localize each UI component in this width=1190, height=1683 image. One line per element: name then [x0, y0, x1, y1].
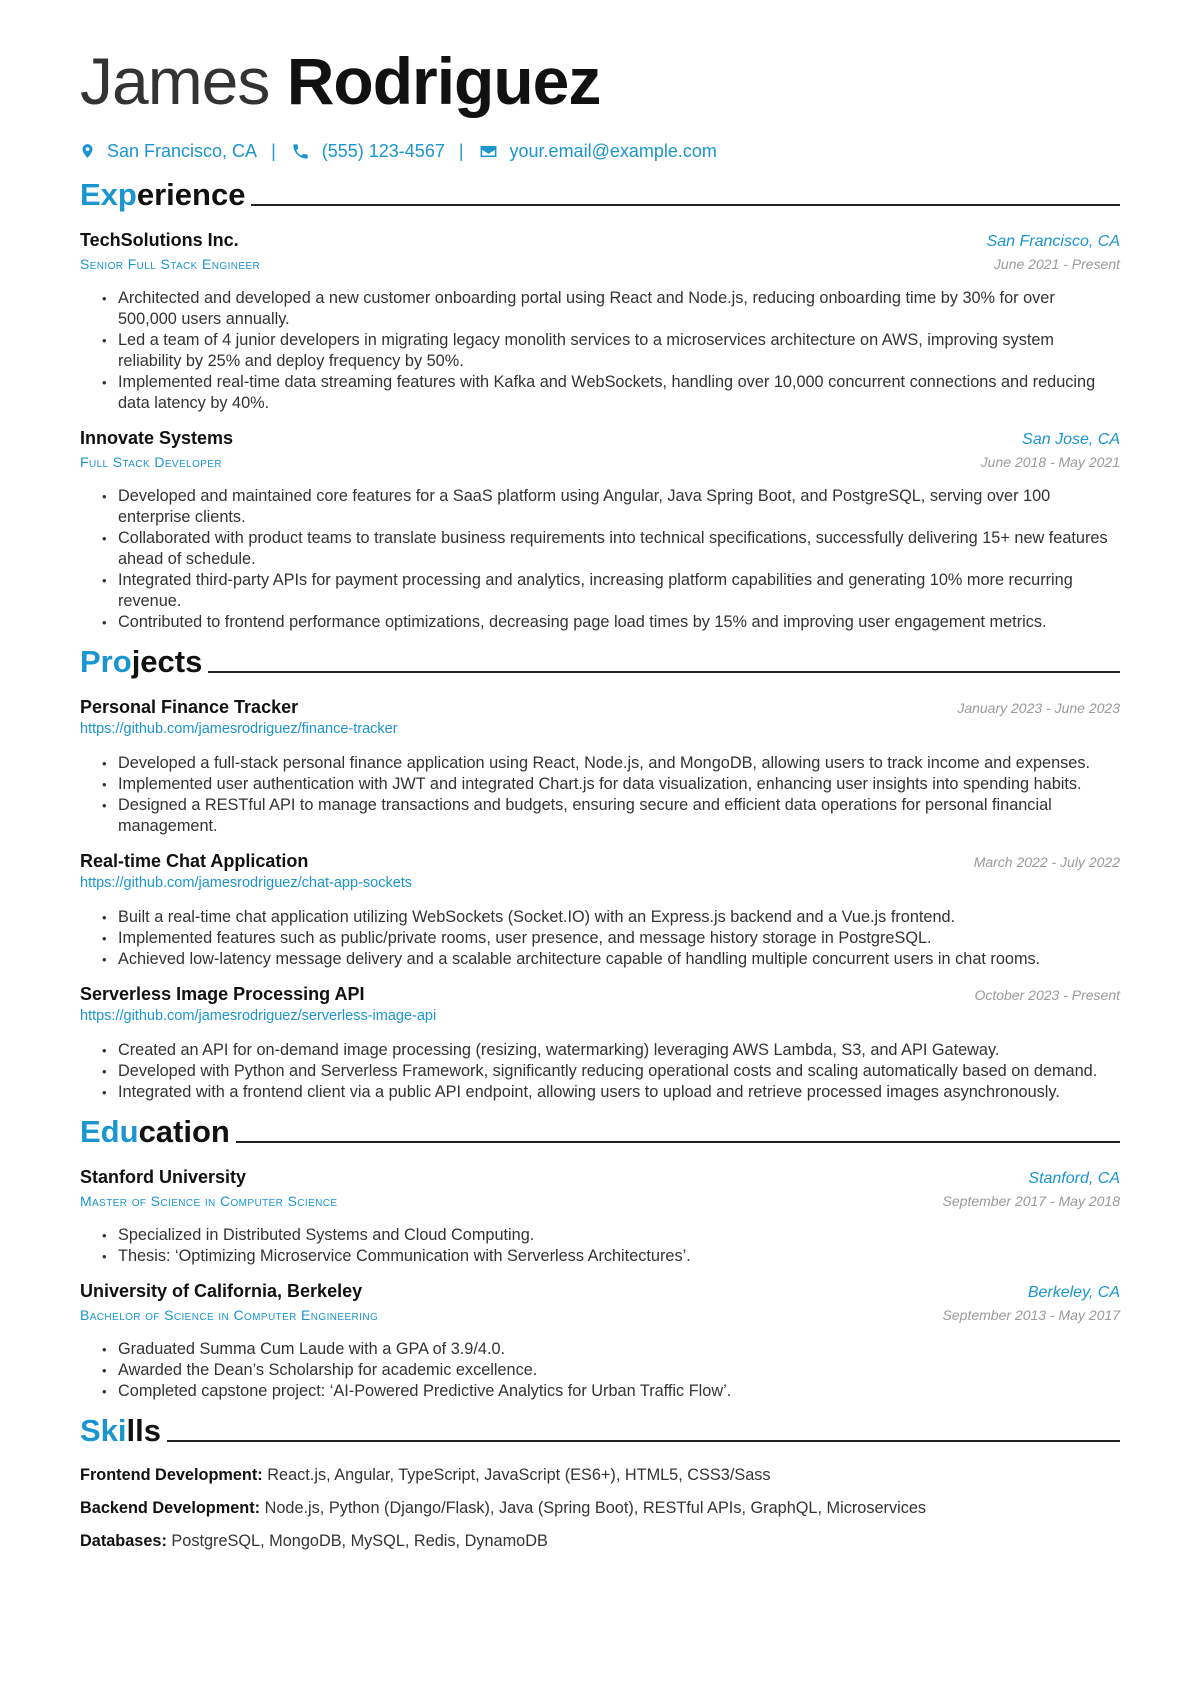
skills-section-header	[80, 1408, 1120, 1450]
skill-value: React.js, Angular, TypeScript, JavaScript (ES6+), HTML5, CSS3/Sass	[267, 1466, 771, 1484]
section-title: Experience	[80, 177, 246, 212]
project-link[interactable]: https://github.com/jamesrodriguez/serverless-image-api	[80, 1008, 437, 1024]
project-link[interactable]: https://github.com/jamesrodriguez/chat-app-sockets	[80, 875, 413, 891]
job-dates: June 2018 - May 2021	[980, 454, 1120, 470]
job-location: San Jose, CA	[1022, 431, 1120, 448]
bullet-item: • Designed a RESTful API to manage transactions and budgets, ensuring secure and efficient data operations for personal financial management.	[102, 795, 1118, 837]
job-role: Full Stack Developer	[80, 454, 222, 470]
bullet-list	[80, 1225, 1120, 1267]
bullet-item: • Collaborated with product teams to translate business requirements into technical specifications, successfully delivering 15+ new features ahead of schedule.	[102, 528, 1118, 570]
section-title: Education	[80, 1114, 230, 1149]
contact-separator: |	[271, 140, 276, 161]
contact-phone[interactable]	[291, 141, 445, 162]
map-pin-icon	[80, 141, 95, 161]
job-location: San Francisco, CA	[986, 233, 1120, 250]
school-name: University of California, Berkeley	[80, 1281, 363, 1301]
skill-value: PostgreSQL, MongoDB, MySQL, Redis, DynamoDB	[171, 1532, 548, 1550]
company-name: Innovate Systems	[80, 428, 234, 448]
bullet-list	[80, 1040, 1120, 1103]
first-name: James	[80, 44, 270, 118]
project-entry	[80, 849, 1120, 970]
contact-line	[80, 138, 1120, 164]
bullet-item: • Architected and developed a new customer onboarding portal using React and Node.js, reducing onboarding time by 30% for over 500,000 users annually.	[102, 288, 1118, 330]
degree-name: Master of Science in Computer Science	[80, 1193, 338, 1209]
bullet-item: • Graduated Summa Cum Laude with a GPA of 3.9/4.0.	[102, 1339, 1118, 1360]
experience-entry	[80, 228, 1120, 414]
bullet-item: • Developed a full-stack personal finance application using React, Node.js, and MongoDB, allowing users to track income and expenses.	[102, 753, 1118, 774]
bullet-item: • Developed and maintained core features for a SaaS platform using Angular, Java Spring Boot, and PostgreSQL, serving over 100 enterprise clients.	[102, 486, 1118, 528]
education-entry	[80, 1165, 1120, 1267]
bullet-list	[80, 1339, 1120, 1402]
project-link[interactable]: https://github.com/jamesrodriguez/finance-tracker	[80, 721, 398, 737]
company-name: TechSolutions Inc.	[80, 230, 239, 250]
contact-location	[80, 141, 257, 162]
email-text: your.email@example.com	[509, 140, 717, 161]
envelope-icon	[479, 142, 498, 161]
bullet-item: • Thesis: ‘Optimizing Microservice Communication with Serverless Architectures’.	[102, 1246, 1118, 1267]
bullet-item: • Led a team of 4 junior developers in migrating legacy monolith services to a microservices architecture on AWS, improving system reliability by 25% and deploy frequency by 50%.	[102, 330, 1118, 372]
bullet-item: • Integrated with a frontend client via a public API endpoint, allowing users to upload and retrieve processed images asynchronously.	[102, 1082, 1118, 1103]
section-rule	[208, 671, 1120, 673]
bullet-list	[80, 907, 1120, 970]
candidate-name	[80, 38, 1120, 124]
last-name: Rodriguez	[286, 44, 601, 118]
projects-section-header	[80, 639, 1120, 681]
bullet-list	[80, 288, 1120, 414]
bullet-item: • Completed capstone project: ‘AI-Powered Predictive Analytics for Urban Traffic Flow’.	[102, 1381, 1118, 1402]
skill-line	[80, 1530, 1120, 1552]
project-entry	[80, 695, 1120, 837]
school-name: Stanford University	[80, 1167, 247, 1187]
bullet-item: • Created an API for on-demand image processing (resizing, watermarking) leveraging AWS Lambda, S3, and API Gateway.	[102, 1040, 1118, 1061]
section-title: Projects	[80, 644, 203, 679]
bullet-item: • Integrated third-party APIs for payment processing and analytics, increasing platform capabilities and generating 10% more recurring revenue.	[102, 570, 1118, 612]
phone-icon	[291, 142, 310, 161]
degree-name: Bachelor of Science in Computer Engineering	[80, 1307, 379, 1323]
bullet-list	[80, 486, 1120, 633]
bullet-item: • Developed with Python and Serverless Framework, significantly reducing operational costs and scaling automatically based on demand.	[102, 1061, 1118, 1082]
skill-label: Backend Development:	[80, 1499, 261, 1517]
bullet-item: • Implemented features such as public/private rooms, user presence, and message history storage in PostgreSQL.	[102, 928, 1118, 949]
job-dates: June 2021 - Present	[993, 256, 1120, 272]
school-location: Berkeley, CA	[1027, 1284, 1120, 1301]
bullet-item: • Specialized in Distributed Systems and Cloud Computing.	[102, 1225, 1118, 1246]
skill-line	[80, 1464, 1120, 1486]
project-name: Personal Finance Tracker	[80, 697, 299, 717]
section-rule	[167, 1440, 1120, 1442]
education-dates: September 2017 - May 2018	[942, 1193, 1120, 1209]
section-rule	[251, 204, 1120, 206]
education-section-header	[80, 1109, 1120, 1151]
phone-text: (555) 123-4567	[321, 140, 445, 161]
experience-entry	[80, 426, 1120, 633]
bullet-item: • Awarded the Dean’s Scholarship for academic excellence.	[102, 1360, 1118, 1381]
school-location: Stanford, CA	[1028, 1170, 1120, 1187]
experience-section-header	[80, 172, 1120, 214]
job-role: Senior Full Stack Engineer	[80, 256, 261, 272]
skill-label: Databases:	[80, 1532, 167, 1550]
contact-separator: |	[458, 140, 464, 161]
education-dates: September 2013 - May 2017	[942, 1307, 1120, 1323]
project-name: Real-time Chat Application	[80, 851, 309, 871]
project-dates: October 2023 - Present	[974, 987, 1120, 1003]
bullet-item: • Implemented user authentication with JWT and integrated Chart.js for data visualization, enhancing user insights into spending habits.	[102, 774, 1118, 795]
resume-page	[80, 0, 1120, 1552]
skills-list	[80, 1464, 1120, 1552]
bullet-list	[80, 753, 1120, 837]
project-name: Serverless Image Processing API	[80, 984, 365, 1004]
skill-value: Node.js, Python (Django/Flask), Java (Spring Boot), RESTful APIs, GraphQL, Microservices	[264, 1499, 927, 1517]
project-dates: March 2022 - July 2022	[973, 854, 1120, 870]
location-text: San Francisco, CA	[107, 140, 258, 161]
project-entry	[80, 982, 1120, 1103]
project-dates: January 2023 - June 2023	[957, 700, 1120, 716]
bullet-item: • Achieved low-latency message delivery and a scalable architecture capable of handling multiple concurrent users in chat rooms.	[102, 949, 1118, 970]
section-rule	[236, 1141, 1120, 1143]
bullet-item: • Implemented real-time data streaming features with Kafka and WebSockets, handling over 10,000 concurrent connections and reducing data latency by 40%.	[102, 372, 1118, 414]
bullet-item: • Contributed to frontend performance optimizations, decreasing page load times by 15% and improving user engagement metrics.	[102, 612, 1118, 633]
skill-line	[80, 1497, 1120, 1519]
section-title: Skills	[80, 1413, 161, 1448]
contact-email[interactable]	[479, 141, 717, 162]
education-entry	[80, 1279, 1120, 1402]
bullet-item: • Built a real-time chat application utilizing WebSockets (Socket.IO) with an Express.js backend and a Vue.js frontend.	[102, 907, 1118, 928]
skill-label: Frontend Development:	[80, 1466, 263, 1484]
